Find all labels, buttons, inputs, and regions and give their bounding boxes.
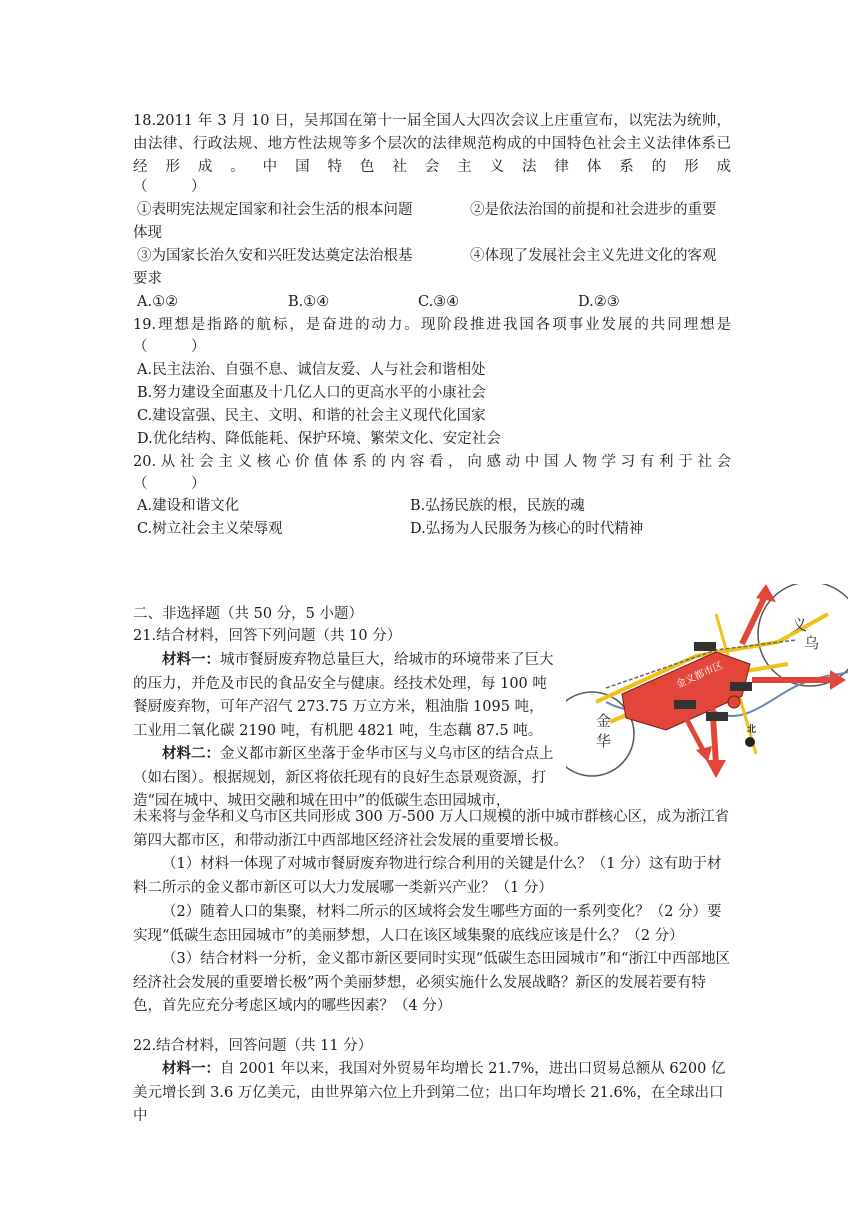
q21-material-2-text-a: 金义都市新区坐落于金华市区与义乌市区的结合点上（如右图）。根据规划，新区将依托现有的良好生态景观资源，打造“园在城中、城田交融和城在田中”的低碳生态田园城市， [133,746,554,810]
q22-material-1-text: 自 2001 年以来，我国对外贸易年均增长 21.7%，进出口贸易总额从 6200 亿美元增长到 3.6 万亿美元，由世界第六位上升到第二位；出口年均增长 21.6%，在全球出口中 [133,1061,726,1125]
q20-answer-paren: （ ） [133,476,206,492]
q22-material-1 [133,1057,731,1129]
q20-line-1: 20. 从 社 会 主 义 核 心 价 值 体 系 的 内 容 看 ， 向 感 动 中 国 人 物 学 习 有 利 于 社 会 [133,454,731,470]
q18-line-2: 由法律、行政法规、地方性法规等多个层次的法律规范构成的中国特色社会主义法律体系已 [133,136,731,152]
arrow-icon [712,700,716,764]
q18-choice-d: D.②③ [578,294,620,310]
map-marker [730,682,752,691]
q18-line-1: 18.2011 年 3 月 10 日，吴邦国在第十一届全国人大四次会议上庄重宣布，以宪法为统帅， [133,113,731,129]
q19-choice-d: D.优化结构、降低能耗、保护环境、繁荣文化、安定社会 [137,431,501,447]
q20-choice-d: D.弘扬为人民服务为核心的时代精神 [410,521,644,537]
q18-option-4: ④体现了发展社会主义先进文化的客观 [470,248,717,264]
q19-answer-paren: （ ） [133,339,206,355]
q19-line-1: 19.理想是指路的航标，是奋进的动力。现阶段推进我国各项事业发展的共同理想是 [133,317,731,333]
arrow-head-icon [706,760,726,778]
section-2-heading: 二、非选择题（共 50 分，5 小题） [133,606,364,622]
north-label: 北 [747,725,757,735]
q20-choice-b: B.弘扬民族的根，民族的魂 [410,498,585,514]
q22-title: 22.结合材料，回答问题（共 11 分） [133,1038,373,1054]
q18-choice-c: C.③④ [418,294,460,310]
q21-material-1 [133,648,555,744]
q21-material-1-text: 城市餐厨废弃物总量巨大，给城市的环境带来了巨大的压力，并危及市民的食品安全与健康。经技术处理，每 100 吨餐厨废弃物，可年产沼气 273.75 万立方米，粗油脂 1095 吨，工业用二氧化碳 2190 吨，有机肥 4821 吨，生态藕 87.5 吨。 [133,652,554,740]
north-arrow-icon [745,737,755,747]
q21-material-1-label: 材料一： [162,651,220,668]
q21-material-2 [133,742,555,814]
district-label: 金义都市区 [674,660,725,691]
q21-sub-1: （1）材料一体现了对城市餐厨废弃物进行综合利用的关键是什么？（1 分）这有助于材料二所示的金义都市新区可以大力发展哪一类新兴产业？（1 分） [133,856,722,896]
q19-choice-a: A.民主法治、自强不息、诚信友爱、人与社会和谐相处 [137,362,486,378]
map-marker [674,700,696,709]
jinyi-map [566,584,848,780]
q18-option-2: ②是依法治国的前提和社会进步的重要 [470,202,717,218]
q18-option-1: ①表明宪法规定国家和社会生活的根本问题 [137,202,413,218]
q18-option-3: ③为国家长治久安和兴旺发达奠定法治根基 [137,248,413,264]
arrow-icon [686,718,704,752]
q22-material-1-label: 材料一： [162,1060,220,1077]
q21-material-2-text-b: 未来将与金华和义乌市区共同形成 300 万-500 万人口规模的浙中城市群核心区，成为浙江省第四大都市区，和带动浙江中西部地区经济社会发展的重要增长极。 [133,809,730,849]
q18-choice-a: A.①② [137,294,179,310]
arrow-head-icon [756,584,776,602]
q20-choice-a: A.建设和谐文化 [137,498,240,514]
q21-sub-3: （3）结合材料一分析，金义都市新区要同时实现“低碳生态田园城市”和“浙江中西部地区经济社会发展的重要增长极”两个美丽梦想，必须实施什么发展战略？新区的发展若要有特色，首先应充分考虑区域内的哪些因素？（4 分） [133,951,730,1015]
q18-line-3: 经 形 成 。 中 国 特 色 社 会 主 义 法 律 体 系 的 形 成 [133,159,731,175]
q19-choice-b: B.努力建设全面惠及十几亿人口的更高水平的小康社会 [137,385,486,401]
q21-material-2-label: 材料二： [162,745,220,762]
q21-title: 21.结合材料，回答下列问题（共 10 分） [133,628,402,644]
map-marker [728,696,740,708]
jinhua-label: 金华 [596,712,612,750]
q21-sub-2: （2）随着人口的集聚，材料二所示的区域将会发生哪些方面的一系列变化？（2 分）要实现“低碳生态田园城市”的美丽梦想，人口在该区域集聚的底线应该是什么？（2 分） [133,904,722,944]
q18-option-2-cont: 体现 [133,225,162,241]
q18-answer-paren: （ ） [133,179,206,195]
q20-choice-c: C.树立社会主义荣辱观 [137,521,283,537]
q19-choice-c: C.建设富强、民主、文明、和谐的社会主义现代化国家 [137,408,486,424]
arrow-head-icon [696,746,712,762]
map-marker [706,712,728,721]
q18-option-4-cont: 要求 [133,271,162,287]
map-marker [694,642,716,651]
q18-choice-b: B.①④ [288,294,330,310]
yiwu-label: 义乌 [792,616,820,652]
